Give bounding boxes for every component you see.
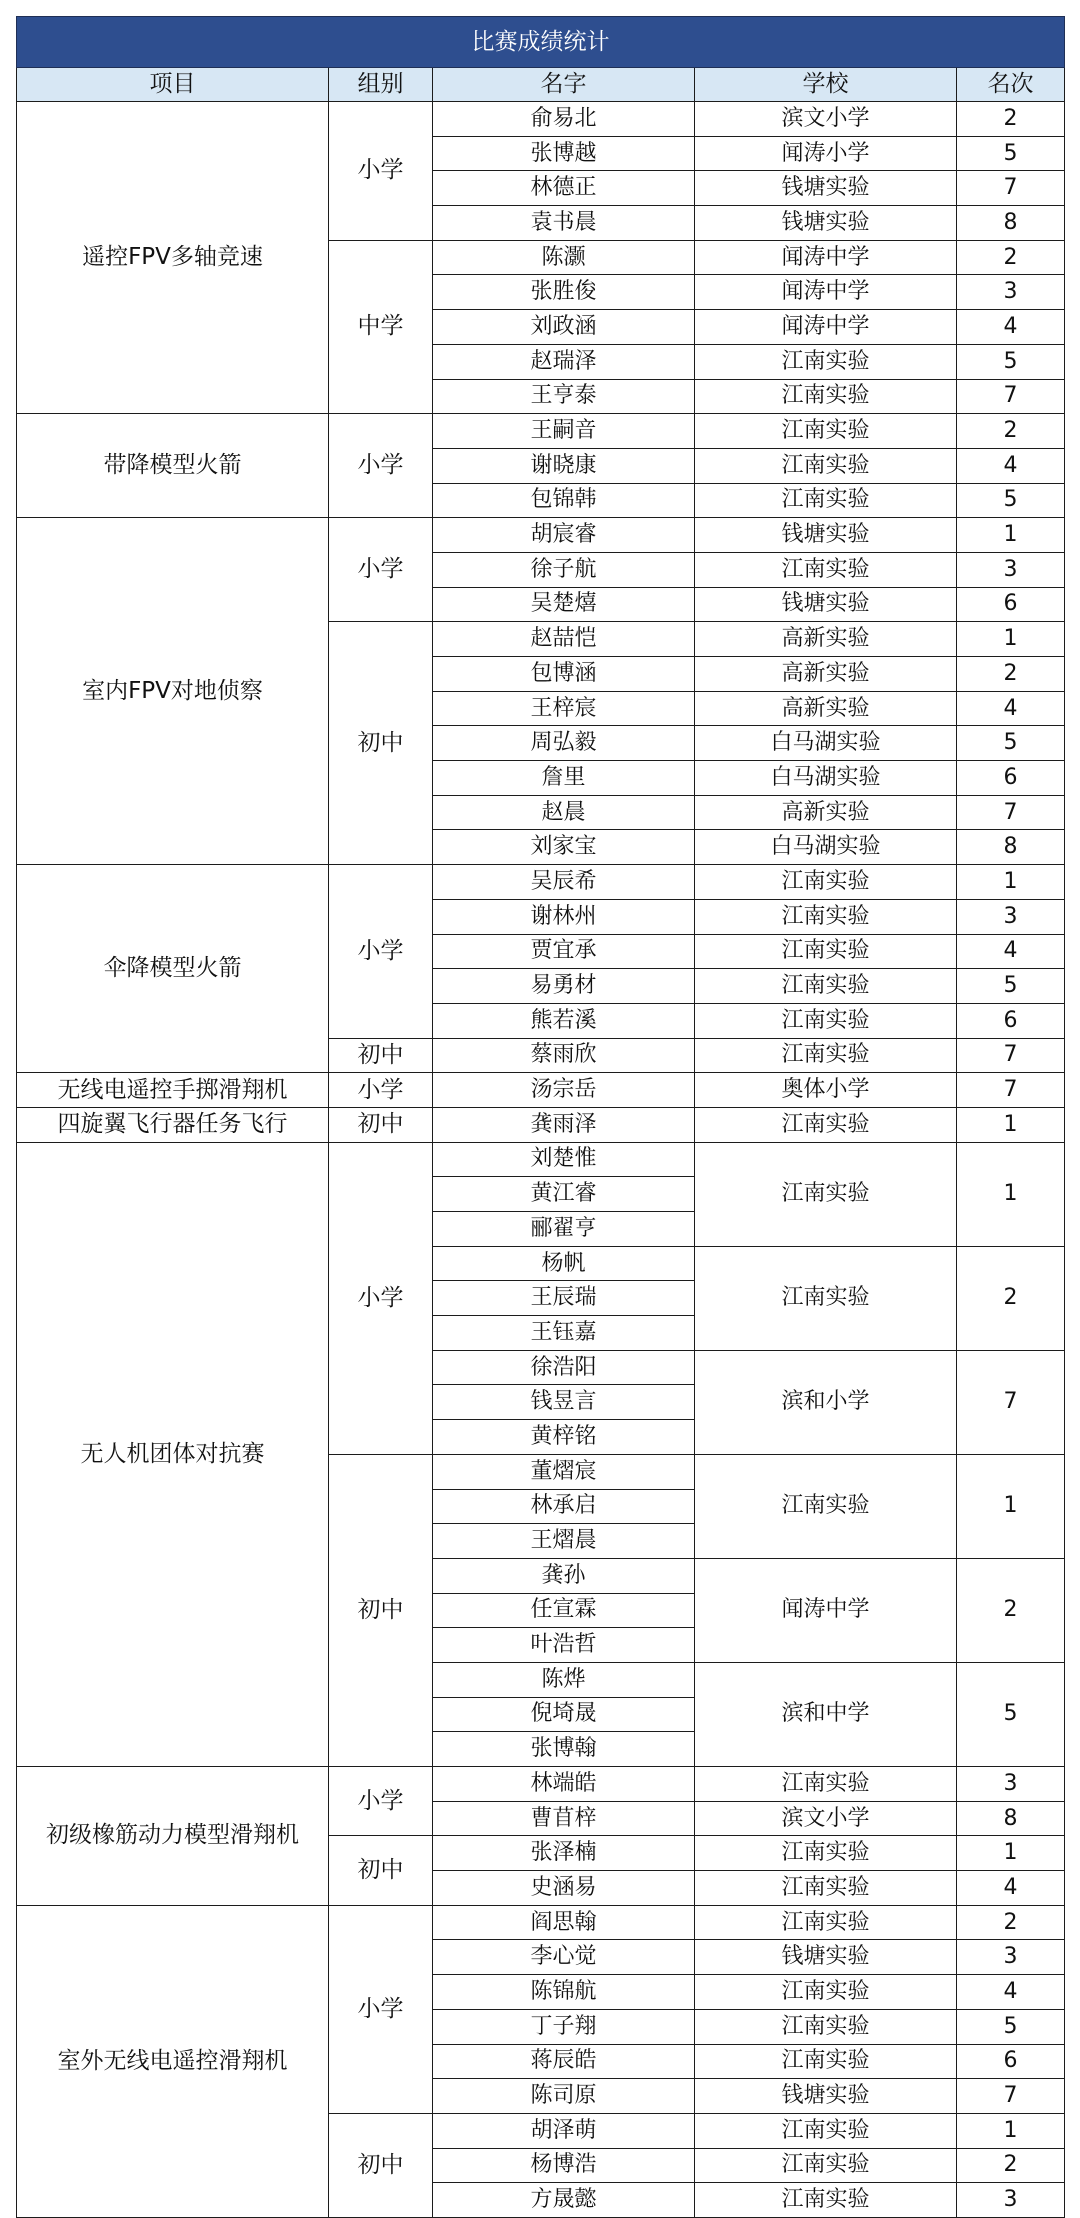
rank-cell: 3 xyxy=(957,899,1065,934)
project-cell: 带降模型火箭 xyxy=(17,414,329,518)
group-cell: 小学 xyxy=(329,865,433,1038)
name-cell: 林德正 xyxy=(433,171,695,206)
name-cell: 赵晨 xyxy=(433,795,695,830)
school-cell: 闻涛中学 xyxy=(695,1558,957,1662)
rank-cell: 2 xyxy=(957,1905,1065,1940)
table-row xyxy=(17,1107,1065,1142)
name-cell: 吴楚熺 xyxy=(433,587,695,622)
table-row xyxy=(17,1142,1065,1177)
rank-cell: 2 xyxy=(957,414,1065,449)
name-cell: 赵喆恺 xyxy=(433,622,695,657)
name-cell: 杨帆 xyxy=(433,1246,695,1281)
school-cell: 滨文小学 xyxy=(695,102,957,137)
rank-cell: 5 xyxy=(957,483,1065,518)
school-cell: 高新实验 xyxy=(695,691,957,726)
rank-cell: 4 xyxy=(957,310,1065,345)
header-school: 学校 xyxy=(695,68,957,102)
group-cell: 初中 xyxy=(329,622,433,865)
name-cell: 胡泽萌 xyxy=(433,2113,695,2148)
rank-cell: 3 xyxy=(957,2183,1065,2218)
school-cell: 江南实验 xyxy=(695,2009,957,2044)
school-cell: 江南实验 xyxy=(695,2113,957,2148)
table-row xyxy=(17,865,1065,900)
rank-cell: 7 xyxy=(957,795,1065,830)
school-cell: 江南实验 xyxy=(695,1905,957,1940)
project-cell: 遥控FPV多轴竞速 xyxy=(17,102,329,414)
results-sheet xyxy=(16,16,1064,2218)
name-cell: 龚雨泽 xyxy=(433,1107,695,1142)
rank-cell: 5 xyxy=(957,2009,1065,2044)
school-cell: 江南实验 xyxy=(695,1038,957,1073)
rank-cell: 2 xyxy=(957,1558,1065,1662)
rank-cell: 1 xyxy=(957,622,1065,657)
school-cell: 钱塘实验 xyxy=(695,518,957,553)
name-cell: 赵瑞泽 xyxy=(433,344,695,379)
name-cell: 黄梓铭 xyxy=(433,1420,695,1455)
name-cell: 黄江睿 xyxy=(433,1177,695,1212)
name-cell: 刘楚惟 xyxy=(433,1142,695,1177)
table-row xyxy=(17,1767,1065,1802)
rank-cell: 5 xyxy=(957,1662,1065,1766)
project-cell: 无线电遥控手掷滑翔机 xyxy=(17,1073,329,1108)
name-cell: 刘家宝 xyxy=(433,830,695,865)
sheet-title: 比赛成绩统计 xyxy=(17,17,1065,68)
name-cell: 陈司原 xyxy=(433,2079,695,2114)
school-cell: 江南实验 xyxy=(695,899,957,934)
name-cell: 包锦韩 xyxy=(433,483,695,518)
name-cell: 张博翰 xyxy=(433,1732,695,1767)
rank-cell: 8 xyxy=(957,1801,1065,1836)
name-cell: 胡宸睿 xyxy=(433,518,695,553)
school-cell: 钱塘实验 xyxy=(695,2079,957,2114)
name-cell: 郦翟亨 xyxy=(433,1212,695,1247)
project-cell: 无人机团体对抗赛 xyxy=(17,1142,329,1766)
rank-cell: 6 xyxy=(957,587,1065,622)
rank-cell: 4 xyxy=(957,934,1065,969)
project-cell: 四旋翼飞行器任务飞行 xyxy=(17,1107,329,1142)
name-cell: 陈锦航 xyxy=(433,1975,695,2010)
rank-cell: 7 xyxy=(957,1038,1065,1073)
rank-cell: 4 xyxy=(957,448,1065,483)
group-cell: 小学 xyxy=(329,1142,433,1454)
name-cell: 曹苜梓 xyxy=(433,1801,695,1836)
rank-cell: 1 xyxy=(957,1107,1065,1142)
school-cell: 钱塘实验 xyxy=(695,587,957,622)
results-table xyxy=(16,16,1065,2218)
school-cell: 滨和小学 xyxy=(695,1350,957,1454)
rank-cell: 2 xyxy=(957,1246,1065,1350)
name-cell: 王钰嘉 xyxy=(433,1316,695,1351)
school-cell: 江南实验 xyxy=(695,379,957,414)
school-cell: 滨文小学 xyxy=(695,1801,957,1836)
rank-cell: 1 xyxy=(957,1142,1065,1246)
group-cell: 小学 xyxy=(329,1905,433,2113)
name-cell: 袁书晨 xyxy=(433,206,695,241)
school-cell: 江南实验 xyxy=(695,969,957,1004)
name-cell: 张泽楠 xyxy=(433,1836,695,1871)
school-cell: 闻涛小学 xyxy=(695,136,957,171)
rank-cell: 1 xyxy=(957,518,1065,553)
school-cell: 钱塘实验 xyxy=(695,206,957,241)
name-cell: 蒋辰皓 xyxy=(433,2044,695,2079)
name-cell: 陈烨 xyxy=(433,1662,695,1697)
name-cell: 熊若溪 xyxy=(433,1003,695,1038)
school-cell: 江南实验 xyxy=(695,1454,957,1558)
rank-cell: 5 xyxy=(957,344,1065,379)
name-cell: 谢晓康 xyxy=(433,448,695,483)
school-cell: 江南实验 xyxy=(695,414,957,449)
group-cell: 初中 xyxy=(329,1107,433,1142)
group-cell: 小学 xyxy=(329,518,433,622)
school-cell: 白马湖实验 xyxy=(695,726,957,761)
rank-cell: 7 xyxy=(957,2079,1065,2114)
name-cell: 王梓宸 xyxy=(433,691,695,726)
group-cell: 中学 xyxy=(329,240,433,413)
table-row xyxy=(17,414,1065,449)
name-cell: 汤宗岳 xyxy=(433,1073,695,1108)
school-cell: 江南实验 xyxy=(695,2148,957,2183)
name-cell: 王辰瑞 xyxy=(433,1281,695,1316)
rank-cell: 8 xyxy=(957,206,1065,241)
school-cell: 钱塘实验 xyxy=(695,1940,957,1975)
name-cell: 张博越 xyxy=(433,136,695,171)
project-cell: 室内FPV对地侦察 xyxy=(17,518,329,865)
group-cell: 初中 xyxy=(329,1454,433,1766)
group-cell: 初中 xyxy=(329,2113,433,2217)
title-row xyxy=(17,17,1065,68)
name-cell: 龚孙 xyxy=(433,1558,695,1593)
name-cell: 詹里 xyxy=(433,761,695,796)
rank-cell: 7 xyxy=(957,379,1065,414)
table-row xyxy=(17,518,1065,553)
name-cell: 任宣霖 xyxy=(433,1593,695,1628)
rank-cell: 1 xyxy=(957,1454,1065,1558)
name-cell: 林端皓 xyxy=(433,1767,695,1802)
rank-cell: 2 xyxy=(957,2148,1065,2183)
header-row xyxy=(17,68,1065,102)
rank-cell: 1 xyxy=(957,865,1065,900)
school-cell: 江南实验 xyxy=(695,1836,957,1871)
table-row xyxy=(17,1073,1065,1108)
name-cell: 谢林州 xyxy=(433,899,695,934)
name-cell: 贾宜承 xyxy=(433,934,695,969)
name-cell: 方晟懿 xyxy=(433,2183,695,2218)
project-cell: 伞降模型火箭 xyxy=(17,865,329,1073)
school-cell: 闻涛中学 xyxy=(695,310,957,345)
header-group: 组别 xyxy=(329,68,433,102)
rank-cell: 6 xyxy=(957,761,1065,796)
rank-cell: 1 xyxy=(957,1836,1065,1871)
school-cell: 江南实验 xyxy=(695,1142,957,1246)
name-cell: 刘政涵 xyxy=(433,310,695,345)
name-cell: 易勇材 xyxy=(433,969,695,1004)
rank-cell: 5 xyxy=(957,726,1065,761)
group-cell: 初中 xyxy=(329,1836,433,1905)
school-cell: 江南实验 xyxy=(695,934,957,969)
name-cell: 包博涵 xyxy=(433,657,695,692)
rank-cell: 5 xyxy=(957,136,1065,171)
rank-cell: 4 xyxy=(957,1975,1065,2010)
project-cell: 初级橡筋动力模型滑翔机 xyxy=(17,1767,329,1906)
school-cell: 高新实验 xyxy=(695,795,957,830)
name-cell: 王熠晨 xyxy=(433,1524,695,1559)
name-cell: 周弘毅 xyxy=(433,726,695,761)
school-cell: 白马湖实验 xyxy=(695,830,957,865)
rank-cell: 2 xyxy=(957,657,1065,692)
rank-cell: 8 xyxy=(957,830,1065,865)
rank-cell: 6 xyxy=(957,1003,1065,1038)
rank-cell: 3 xyxy=(957,275,1065,310)
group-cell: 小学 xyxy=(329,414,433,518)
rank-cell: 5 xyxy=(957,969,1065,1004)
school-cell: 江南实验 xyxy=(695,2183,957,2218)
name-cell: 王嗣音 xyxy=(433,414,695,449)
name-cell: 徐子航 xyxy=(433,552,695,587)
table-row xyxy=(17,102,1065,137)
name-cell: 叶浩哲 xyxy=(433,1628,695,1663)
rank-cell: 4 xyxy=(957,1871,1065,1906)
rank-cell: 3 xyxy=(957,1940,1065,1975)
school-cell: 江南实验 xyxy=(695,1871,957,1906)
school-cell: 江南实验 xyxy=(695,344,957,379)
table-row xyxy=(17,1905,1065,1940)
name-cell: 林承启 xyxy=(433,1489,695,1524)
school-cell: 江南实验 xyxy=(695,2044,957,2079)
name-cell: 张胜俊 xyxy=(433,275,695,310)
rank-cell: 7 xyxy=(957,1350,1065,1454)
school-cell: 高新实验 xyxy=(695,622,957,657)
rank-cell: 3 xyxy=(957,1767,1065,1802)
group-cell: 小学 xyxy=(329,1073,433,1108)
name-cell: 倪埼晟 xyxy=(433,1697,695,1732)
school-cell: 闻涛中学 xyxy=(695,240,957,275)
name-cell: 蔡雨欣 xyxy=(433,1038,695,1073)
name-cell: 丁子翔 xyxy=(433,2009,695,2044)
school-cell: 白马湖实验 xyxy=(695,761,957,796)
school-cell: 江南实验 xyxy=(695,1767,957,1802)
school-cell: 钱塘实验 xyxy=(695,171,957,206)
rank-cell: 2 xyxy=(957,102,1065,137)
name-cell: 徐浩阳 xyxy=(433,1350,695,1385)
school-cell: 江南实验 xyxy=(695,1975,957,2010)
name-cell: 杨博浩 xyxy=(433,2148,695,2183)
school-cell: 滨和中学 xyxy=(695,1662,957,1766)
name-cell: 陈灏 xyxy=(433,240,695,275)
school-cell: 闻涛中学 xyxy=(695,275,957,310)
school-cell: 江南实验 xyxy=(695,865,957,900)
name-cell: 阎思翰 xyxy=(433,1905,695,1940)
school-cell: 江南实验 xyxy=(695,1107,957,1142)
school-cell: 江南实验 xyxy=(695,483,957,518)
name-cell: 王亨泰 xyxy=(433,379,695,414)
group-cell: 初中 xyxy=(329,1038,433,1073)
school-cell: 奥体小学 xyxy=(695,1073,957,1108)
header-name: 名字 xyxy=(433,68,695,102)
rank-cell: 2 xyxy=(957,240,1065,275)
name-cell: 董熠宸 xyxy=(433,1454,695,1489)
group-cell: 小学 xyxy=(329,1767,433,1836)
rank-cell: 7 xyxy=(957,171,1065,206)
name-cell: 李心觉 xyxy=(433,1940,695,1975)
school-cell: 江南实验 xyxy=(695,448,957,483)
rank-cell: 6 xyxy=(957,2044,1065,2079)
rank-cell: 7 xyxy=(957,1073,1065,1108)
group-cell: 小学 xyxy=(329,102,433,241)
school-cell: 江南实验 xyxy=(695,1003,957,1038)
school-cell: 江南实验 xyxy=(695,1246,957,1350)
school-cell: 高新实验 xyxy=(695,657,957,692)
name-cell: 吴辰希 xyxy=(433,865,695,900)
name-cell: 钱昱言 xyxy=(433,1385,695,1420)
name-cell: 史涵易 xyxy=(433,1871,695,1906)
rank-cell: 1 xyxy=(957,2113,1065,2148)
header-rank: 名次 xyxy=(957,68,1065,102)
name-cell: 俞易北 xyxy=(433,102,695,137)
header-project: 项目 xyxy=(17,68,329,102)
results-body xyxy=(17,102,1065,2218)
rank-cell: 3 xyxy=(957,552,1065,587)
rank-cell: 4 xyxy=(957,691,1065,726)
school-cell: 江南实验 xyxy=(695,552,957,587)
project-cell: 室外无线电遥控滑翔机 xyxy=(17,1905,329,2217)
